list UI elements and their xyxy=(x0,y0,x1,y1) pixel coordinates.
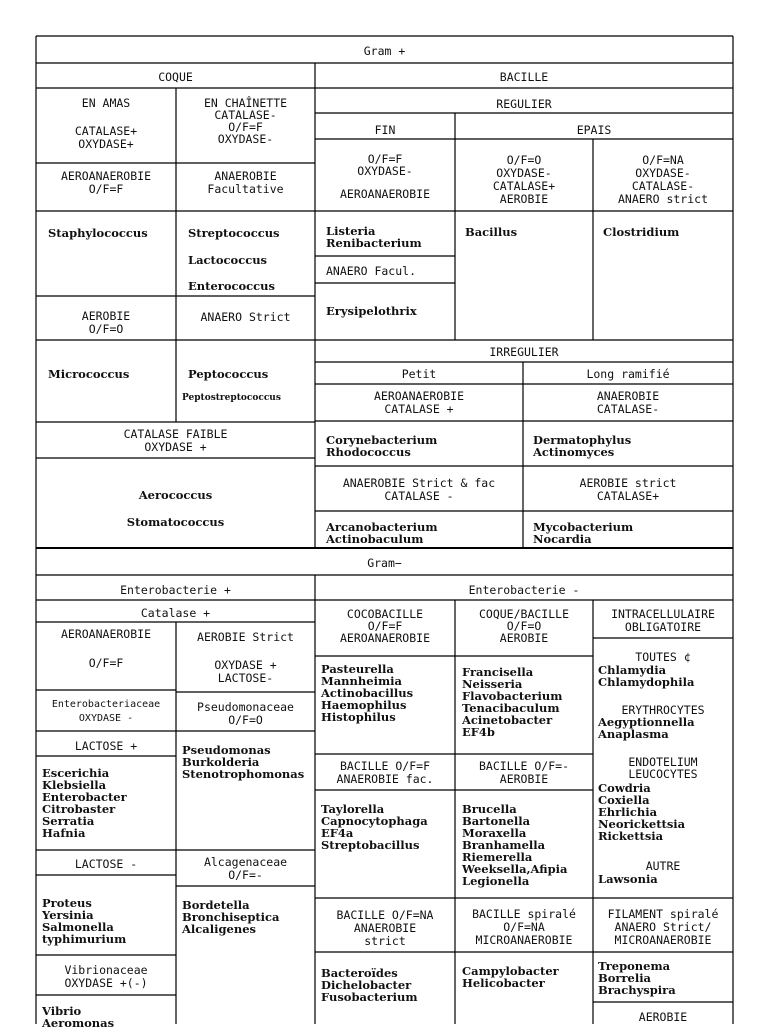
aerobie-bottom: AEROBIE xyxy=(638,1010,688,1024)
genus-mycobacterium: Mycobacterium Nocardia xyxy=(533,520,634,546)
chainette-label: EN CHAÎNETTE CATALASE- O/F=F OXYDASE- xyxy=(203,96,288,146)
epais-a-props: O/F=O OXYDASE- CATALASE+ AEROBIE xyxy=(492,153,556,206)
vibrionaceae: Vibrionaceae OXYDASE +(-) xyxy=(64,963,148,990)
genus-aerococcus: Aerococcus xyxy=(138,488,213,502)
genus-corynebacterium: Corynebacterium Rhodococcus xyxy=(326,433,438,459)
genus-chlamydia: Chlamydia Chlamydophila xyxy=(598,663,695,689)
gram-positive-title: Gram + xyxy=(363,44,406,58)
amas-label: EN AMAS xyxy=(81,96,131,110)
genus-pasteurella: Pasteurella Mannheimia Actinobacillus Haemophilus Histophilus xyxy=(321,662,414,724)
enterobacteriaceae xyxy=(36,694,176,728)
erythrocytes: ERYTHROCYTES xyxy=(621,703,705,717)
irregulier-label: IRREGULIER xyxy=(489,345,559,359)
coque-header: COQUE xyxy=(158,70,193,84)
genus-aegyptionnella: Aegyptionnella Anaplasma xyxy=(598,715,695,741)
bacille-spirale: BACILLE spiralé O/F=NA MICROANAEROBIE xyxy=(472,907,576,947)
petit-label: Petit xyxy=(401,367,437,381)
right-label: AEROBIE Strict xyxy=(197,630,294,644)
filament-spirale: FILAMENT spiralé ANAERO Strict/ MICROANAEROBIE xyxy=(607,907,719,947)
chainette-resp: ANAEROBIE Facultative xyxy=(207,169,284,196)
genus-pseudomonas: Pseudomonas Burkolderia Stenotrophomonas xyxy=(182,743,305,781)
epais-label: EPAIS xyxy=(576,123,612,137)
genus-treponema: Treponema Borrelia Brachyspira xyxy=(598,959,676,997)
pseudomonaceae: Pseudomonaceae O/F=O xyxy=(197,700,294,727)
genus-lawsonia: Lawsonia xyxy=(598,872,658,886)
entero-pos-header: Enterobacterie + xyxy=(120,583,231,597)
epais-b-props: O/F=NA OXYDASE- CATALASE- ANAERO strict xyxy=(617,153,708,206)
fin-anaero: ANAERO Facul. xyxy=(326,264,417,278)
alcagenaceae: Alcagenaceae O/F=- xyxy=(203,855,288,882)
left-label: AEROANAEROBIE xyxy=(60,627,151,641)
genus-lactococcus: Lactococcus xyxy=(188,253,268,267)
genus-erysipelothrix: Erysipelothrix xyxy=(326,304,417,318)
left-of: O/F=F xyxy=(88,656,124,670)
toutes: TOUTES ¢ xyxy=(635,650,691,664)
right-props: OXYDASE + LACTOSE- xyxy=(214,658,277,685)
genus-vibrio: Vibrio Aeromonas xyxy=(42,1004,115,1030)
genus-cowdria: Cowdria Coxiella Ehrlichia Neorickettsia Rickettsia xyxy=(598,781,686,843)
chainette-anaero: ANAERO Strict xyxy=(200,310,291,324)
regulier-label: REGULIER xyxy=(496,97,552,111)
genus-clostridium: Clostridium xyxy=(603,225,680,239)
genus-bacillus: Bacillus xyxy=(465,225,518,239)
amas-props: CATALASE+ OXYDASE+ xyxy=(74,124,138,151)
entero-neg-header: Enterobacterie - xyxy=(468,583,580,597)
catalase-pos: Catalase + xyxy=(140,606,211,620)
fin-label: FIN xyxy=(374,123,396,137)
amas-aerobie: AEROBIE O/F=O xyxy=(81,309,131,336)
bacille-aerobie: BACILLE O/F=- AEROBIE xyxy=(478,759,569,786)
enterobacteriaceae-text: Enterobacteriaceae OXYDASE - xyxy=(51,699,161,724)
genus-streptococcus: Streptococcus xyxy=(188,226,280,240)
genus-peptostreptococcus: Peptostreptococcus xyxy=(182,393,281,403)
catalase-faible: CATALASE FAIBLE OXYDASE + xyxy=(123,427,228,454)
genus-dermatophylus: Dermatophylus Actinomyces xyxy=(533,433,632,459)
bacille-strict: BACILLE O/F=NA ANAEROBIE strict xyxy=(336,908,434,948)
genus-listeria: Listeria Renibacterium xyxy=(326,224,422,250)
long-props2: AEROBIE strict CATALASE+ xyxy=(579,476,677,503)
genus-micrococcus: Micrococcus xyxy=(48,367,130,381)
genus-staphylococcus: Staphylococcus xyxy=(48,226,148,240)
cocobacille: COCOBACILLE O/F=F AEROANAEROBIE xyxy=(339,607,430,645)
amas-resp: AEROANAEROBIE O/F=F xyxy=(60,169,151,196)
genus-bacteroides: Bacteroïdes Dichelobacter Fusobacterium xyxy=(321,966,418,1004)
lactose-pos: LACTOSE + xyxy=(74,739,138,753)
long-props: ANAEROBIE CATALASE- xyxy=(596,389,660,416)
petit-props: AEROANAEROBIE CATALASE + xyxy=(373,389,464,416)
genus-brucella: Brucella Bartonella Moraxella Branhamella Riemerella Weeksella,Afipia Legionella xyxy=(462,802,568,888)
genus-arcanobacterium: Arcanobacterium Actinobaculum xyxy=(326,520,438,546)
genus-campylobacter: Campylobacter Helicobacter xyxy=(462,964,559,990)
genus-proteus: Proteus Yersinia Salmonella typhimurium xyxy=(42,896,127,946)
genus-stomatococcus: Stomatococcus xyxy=(126,515,225,529)
genus-francisella: Francisella Neisseria Flavobacterium Tenacibaculum Acinetobacter EF4b xyxy=(462,665,563,739)
endotelium: ENDOTELIUM LEUCOCYTES xyxy=(628,755,698,781)
fin-props: O/F=F OXYDASE- AEROANAEROBIE xyxy=(339,152,430,201)
lactose-neg: LACTOSE - xyxy=(74,857,138,871)
genus-enterococcus: Enterococcus xyxy=(188,279,275,293)
bacille-header: BACILLE xyxy=(499,70,549,84)
genus-taylorella: Taylorella Capnocytophaga EF4a Streptobacillus xyxy=(321,802,428,852)
genus-bordetella: Bordetella Bronchiseptica Alcaligenes xyxy=(182,898,280,936)
autre: AUTRE xyxy=(645,859,681,873)
gram-negative-title: Gram− xyxy=(367,556,402,570)
long-label: Long ramifié xyxy=(586,367,670,381)
genus-escerichia: Escerichia Klebsiella Enterobacter Citrobaster Serratia Hafnia xyxy=(42,766,127,840)
genus-peptococcus: Peptococcus xyxy=(188,367,269,381)
petit-props2: ANAEROBIE Strict & fac CATALASE - xyxy=(342,476,496,503)
bacille-anaerobie-fac: BACILLE O/F=F ANAEROBIE fac. xyxy=(336,759,434,786)
coque-bacille: COQUE/BACILLE O/F=O AEROBIE xyxy=(478,607,569,645)
intracellulaire: INTRACELLULAIRE OBLIGATOIRE xyxy=(611,607,715,634)
